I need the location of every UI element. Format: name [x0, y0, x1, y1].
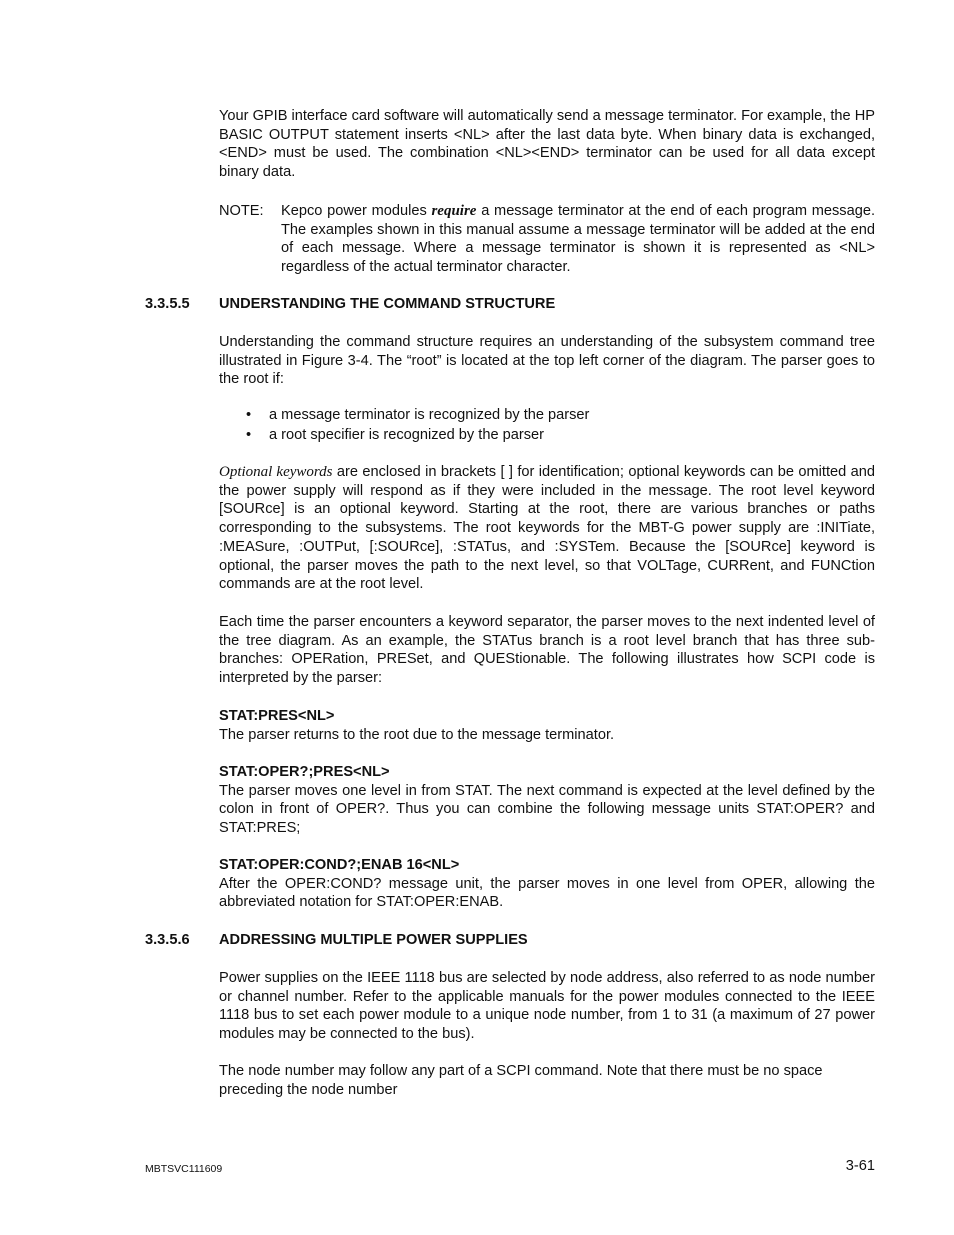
note-text	[281, 202, 875, 277]
section-heading-3355	[145, 295, 555, 313]
keyword-separator-text: Each time the parser encounters a keyword separator, the parser moves to the next indented level of the tree diagram. As an example, the STATus branch is a root level branch that has three sub-branches: OPERation, PRESet, and QUEStionable. The following illustrates how SCPI code is interpreted by the parser:	[219, 614, 875, 687]
list-item-text: a message terminator is recognized by the parser	[269, 407, 590, 423]
node-number-text: The node number may follow any part of a SCPI command. Note that there must be no space preceding the node number	[219, 1063, 823, 1098]
root-conditions-list	[219, 406, 875, 445]
node-address-text: Power supplies on the IEEE 1118 bus are selected by node address, also referred to as node number or channel number. Refer to the applicable manuals for the power modules connected to the IEEE 1118 bus to set each power module to a unique node number, from 1 to 31 (a maximum of 27 power modules may be connected to the bus).	[219, 970, 875, 1043]
example-stat-pres	[219, 707, 875, 744]
example-command: STAT:PRES<NL>	[219, 708, 335, 724]
footer-doc-id: MBTSVC111609	[145, 1163, 223, 1175]
bullet-icon: •	[246, 426, 252, 443]
list-item	[219, 426, 875, 446]
section-title: UNDERSTANDING THE COMMAND STRUCTURE	[219, 296, 556, 312]
bullet-icon: •	[246, 407, 252, 423]
example-description: After the OPER:COND? message unit, the parser moves in one level from OPER, allowing the abbreviated notation for STAT:OPER:ENAB.	[219, 875, 875, 911]
example-command: STAT:OPER:COND?;ENAB 16<NL>	[219, 857, 460, 873]
command-structure-intro	[219, 333, 875, 389]
node-address-paragraph	[219, 969, 875, 1044]
note-text-post: a message terminator at the end of each program message. The examples shown in this manual assume a message terminator will be added at the end of each message. Where a message terminator is shown it is represented as <NL> regardless of the actual terminator character.	[281, 203, 875, 276]
section-heading-3356	[145, 931, 528, 949]
section-title: ADDRESSING MULTIPLE POWER SUPPLIES	[219, 932, 528, 948]
optional-keywords-body: are enclosed in brackets [ ] for identification; optional keywords can be omitted and the power supply will respond as if they were included in the message. The root level keyword [SOURce] is an optional keyword. Starting at the root, there are various branches or paths corresponding to the subsystems. The root keywords for the MBT-G power supply are :INITiate, :MEASure, :OUTPut, [:SOURce], :STATus, and :SYSTem. Because the [SOURce] keyword is optional, the parser moves the path to the next level, so that VOLTage, CURRent, and FUNCtion commands are at the root level.	[219, 464, 875, 593]
optional-keywords-text	[219, 463, 875, 594]
node-number-paragraph	[219, 1062, 875, 1099]
note-label: NOTE:	[219, 203, 264, 219]
keyword-separator-paragraph	[219, 613, 875, 688]
gpib-terminator-text: Your GPIB interface card software will automatically send a message terminator. For example, the HP BASIC OUTPUT statement inserts <NL> after the last data byte. When binary data is exchanged, <END> must be used. The combination <NL><END> terminator can be used for all data except binary data.	[219, 108, 875, 181]
section-number: 3.3.5.6	[145, 932, 190, 948]
note-emphasis: require	[431, 203, 477, 219]
example-stat-oper-pres	[219, 763, 875, 838]
example-command: STAT:OPER?;PRES<NL>	[219, 764, 390, 780]
example-stat-oper-cond-enab	[219, 856, 875, 912]
example-description: The parser moves one level in from STAT. The next command is expected at the level defined by the colon in front of OPER?. Thus you can combine the following message units STAT:OPER? and STAT:PRES;	[219, 782, 875, 837]
list-item-text: a root specifier is recognized by the parser	[269, 426, 544, 443]
section-number: 3.3.5.5	[145, 296, 190, 312]
command-structure-intro-text: Understanding the command structure requires an understanding of the subsystem command tree illustrated in Figure 3-4. The “root” is located at the top left corner of the diagram. The parser goes to the root if:	[219, 334, 875, 388]
note-text-pre: Kepco power modules	[281, 203, 432, 219]
optional-keywords-emphasis: Optional keywords	[219, 464, 333, 480]
list-item	[219, 406, 875, 426]
optional-keywords-paragraph	[219, 463, 875, 594]
note-block	[219, 202, 875, 277]
example-description: The parser returns to the root due to the message terminator.	[219, 726, 615, 743]
footer-page-number: 3-61	[845, 1158, 875, 1174]
gpib-terminator-paragraph	[219, 107, 875, 182]
